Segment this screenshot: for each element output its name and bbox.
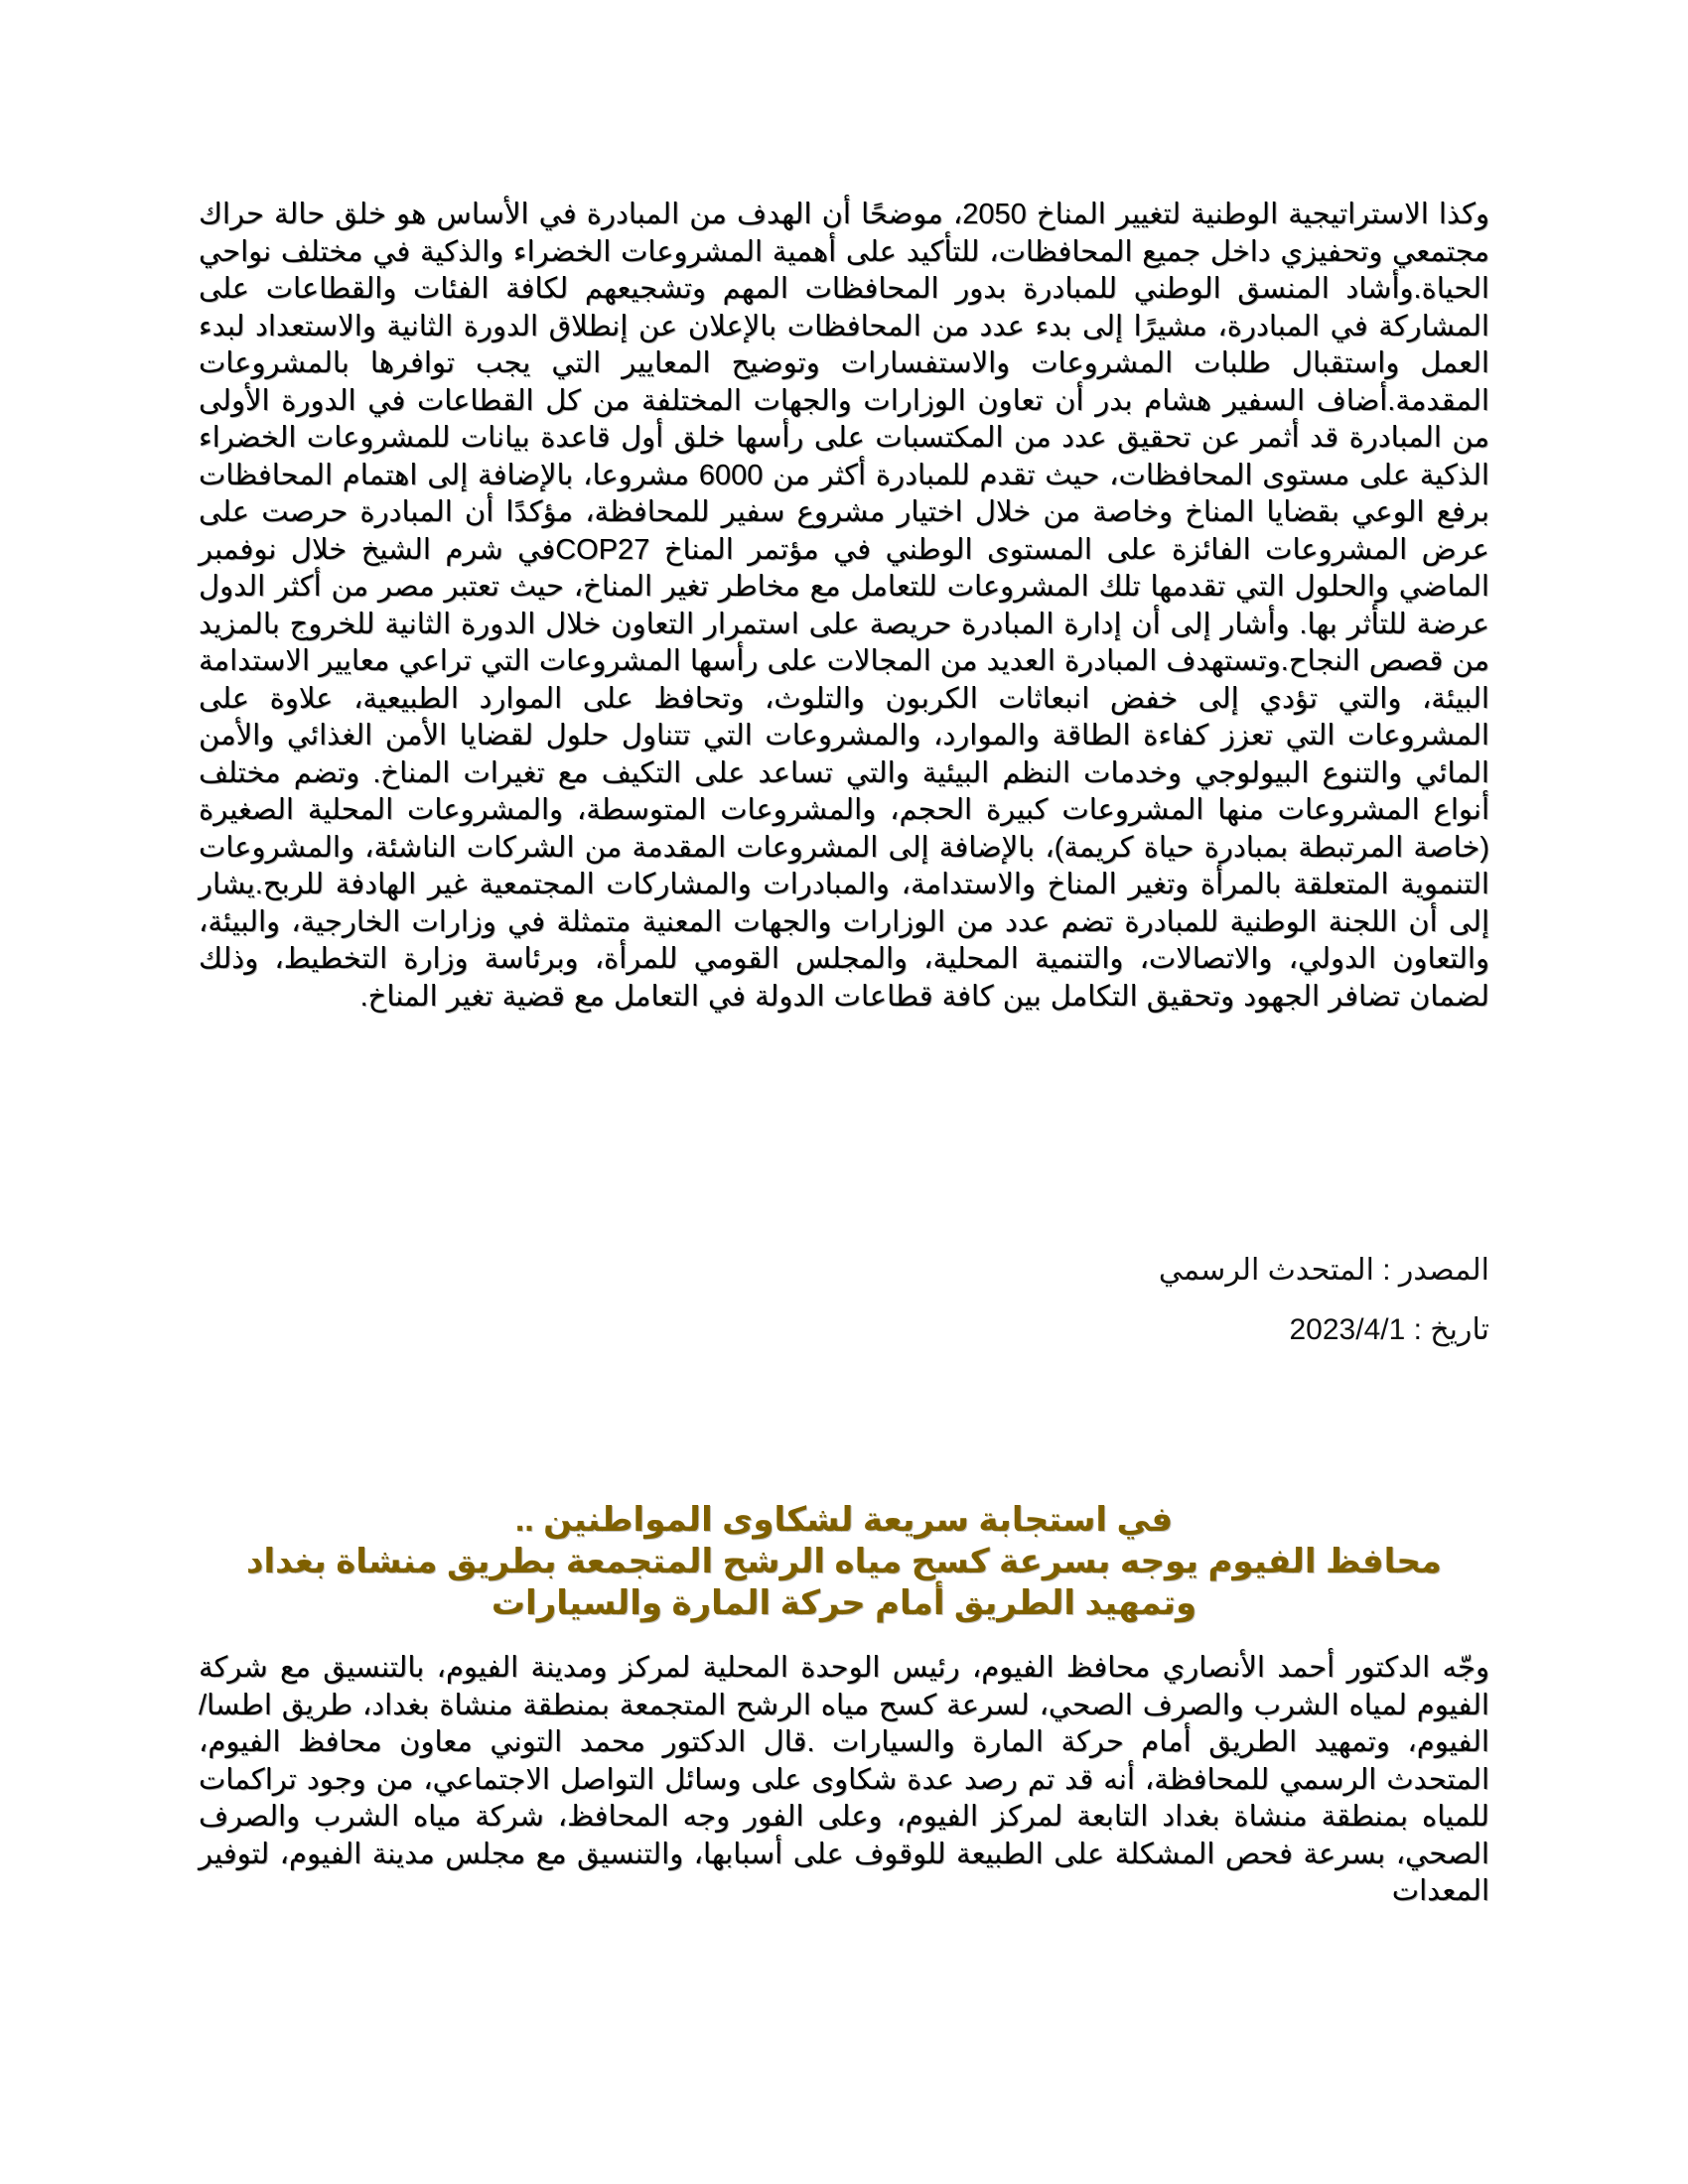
title-line-3: وتمهيد الطريق أمام حركة المارة والسيارات: [491, 1584, 1197, 1622]
source-line: [1159, 1253, 1489, 1288]
source-value: المتحدث الرسمي: [1158, 1254, 1374, 1287]
date-label: تاريخ: [1430, 1313, 1489, 1346]
article-2-paragraph: وجّه الدكتور أحمد الأنصاري محافظ الفيوم، رئيس الوحدة المحلية لمركز ومدينة الفيوم، بالتنسيق مع شركة الفيوم لمياه الشرب والصرف الصحي، لسرعة كسح مياه الرشح المتجمعة بمنطقة منشاة بغداد، طريق اطسا/ الفيوم، وتمهيد الطريق أمام حركة المارة والسيارات .قال الدكتور محمد التوني معاون محافظ الفيوم، المتحدث الرسمي للمحافظة، أنه قد تم رصد عدة شكاوى على وسائل التواصل الاجتماعي، من وجود تراكمات للمياه بمنطقة منشاة بغداد التابعة لمركز الفيوم، وعلى الفور وجه المحافظ، شركة مياه الشرب والصرف الصحي، بسرعة فحص المشكلة على الطبيعة للوقوف على أسبابها، والتنسيق مع مجلس مدينة الفيوم، لتوفير المعدات: [199, 1652, 1489, 1907]
source-separator: :: [1373, 1254, 1391, 1287]
date-line: [1290, 1312, 1490, 1347]
title-line-2: محافظ الفيوم يوجه بسرعة كسح مياه الرشح المتجمعة بطريق منشاة بغداد: [246, 1543, 1442, 1580]
date-value: 2023/4/1: [1289, 1313, 1406, 1346]
article-1-body: [199, 197, 1489, 1016]
article-2-title: [199, 1499, 1489, 1624]
source-label: المصدر: [1398, 1254, 1489, 1287]
article-2-body: [199, 1650, 1489, 1911]
date-separator: :: [1405, 1313, 1422, 1346]
article-1-paragraph: وكذا الاستراتيجية الوطنية لتغيير المناخ 2050، موضحًا أن الهدف من المبادرة في الأساس هو خلق حالة حراك مجتمعي وتحفيزي داخل جميع المحافظات، للتأكيد على أهمية المشروعات الخضراء والذكية في مختلف نواحي الحياة.وأشاد المنسق الوطني للمبادرة بدور المحافظات المهم وتشجيعهم لكافة الفئات والقطاعات على المشاركة في المبادرة، مشيرًا إلى بدء عدد من المحافظات بالإعلان عن إنطلاق الدورة الثانية والاستعداد لبدء العمل واستقبال طلبات المشروعات والاستفسارات وتوضيح المعايير التي يجب توافرها بالمشروعات المقدمة.أضاف السفير هشام بدر أن تعاون الوزارات والجهات المختلفة من كل القطاعات في الدورة الأولى من المبادرة قد أثمر عن تحقيق عدد من المكتسبات على رأسها خلق أول قاعدة بيانات للمشروعات الخضراء الذكية على مستوى المحافظات، حيث تقدم للمبادرة أكثر من 6000 مشروعا، بالإضافة إلى اهتمام المحافظات برفع الوعي بقضايا المناخ وخاصة من خلال اختيار مشروع سفير للمحافظة، مؤكدًا أن المبادرة حرصت على عرض المشروعات الفائزة على المستوى الوطني في مؤتمر المناخ COP27في شرم الشيخ خلال نوفمبر الماضي والحلول التي تقدمها تلك المشروعات للتعامل مع مخاطر تغير المناخ، حيث تعتبر مصر من أكثر الدول عرضة للتأثر بها. وأشار إلى أن إدارة المبادرة حريصة على استمرار التعاون خلال الدورة الثانية للخروج بالمزيد من قصص النجاح.وتستهدف المبادرة العديد من المجالات على رأسها المشروعات التي تراعي معايير الاستدامة البيئة، والتي تؤدي إلى خفض انبعاثات الكربون والتلوث، وتحافظ على الموارد الطبيعية، علاوة على المشروعات التي تعزز كفاءة الطاقة والموارد، والمشروعات التي تتناول حلول لقضايا الأمن الغذائي والأمن المائي والتنوع البيولوجي وخدمات النظم البيئية والتي تساعد على التكيف مع تغيرات المناخ. وتضم مختلف أنواع المشروعات منها المشروعات كبيرة الحجم، والمشروعات المتوسطة، والمشروعات المحلية الصغيرة (خاصة المرتبطة بمبادرة حياة كريمة)، بالإضافة إلى المشروعات المقدمة من الشركات الناشئة، والمشروعات التنموية المتعلقة بالمرأة وتغير المناخ والاستدامة، والمبادرات والمشاركات المجتمعية غير الهادفة للربح.يشار إلى أن اللجنة الوطنية للمبادرة تضم عدد من الوزارات والجهات المعنية متمثلة في وزارات الخارجية، والبيئة، والتعاون الدولي، والاتصالات، والتنمية المحلية، والمجلس القومي للمرأة، وبرئاسة وزارة التخطيط، وذلك لضمان تضافر الجهود وتحقيق التكامل بين كافة قطاعات الدولة في التعامل مع قضية تغير المناخ.: [199, 199, 1489, 1013]
title-line-1: في استجابة سريعة لشكاوى المواطنين ..: [514, 1501, 1174, 1539]
